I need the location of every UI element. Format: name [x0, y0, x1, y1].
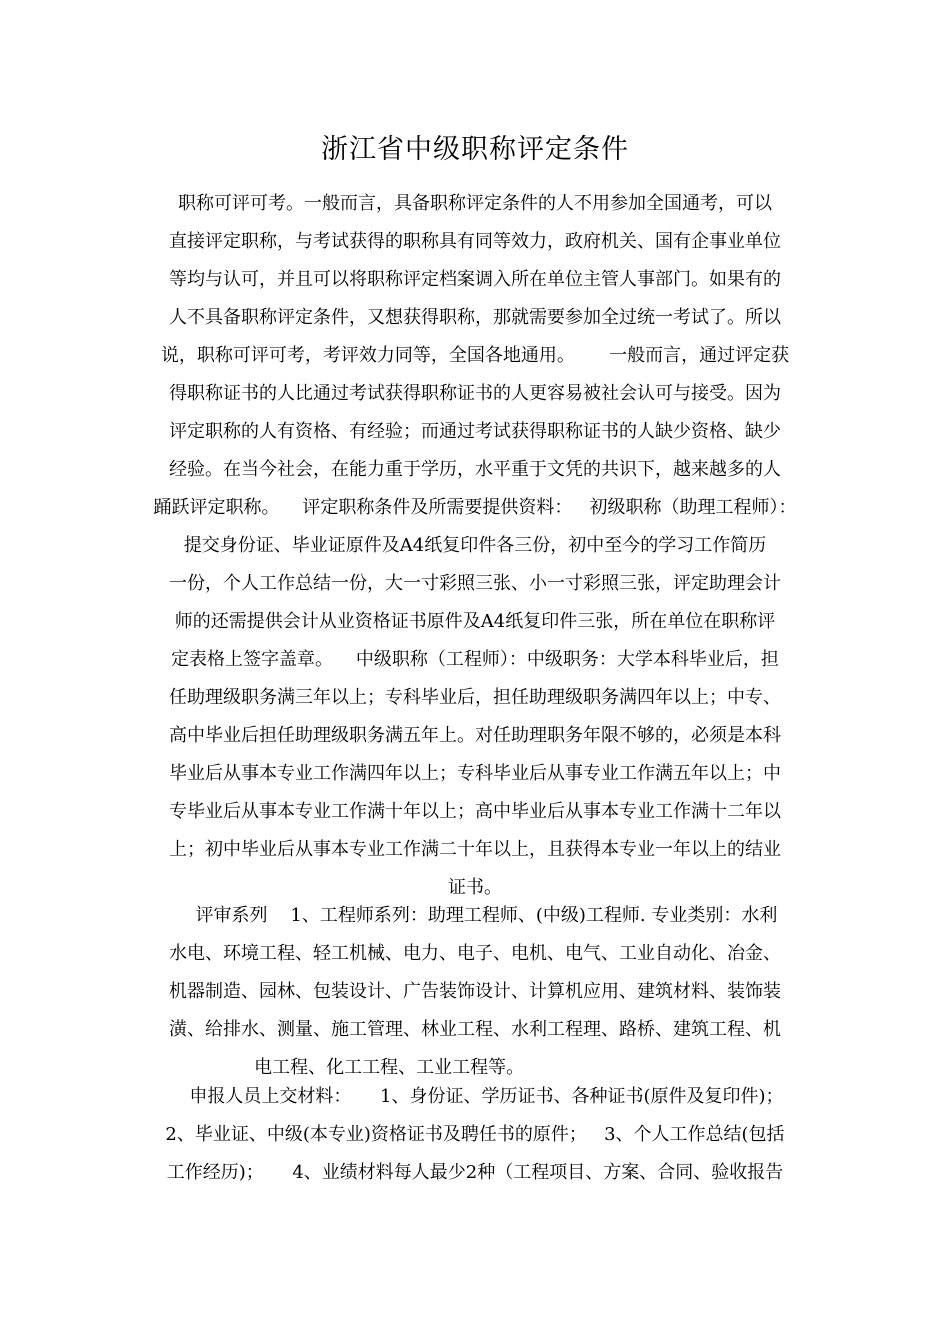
- text-line: 机器制造、园林、包装设计、广告装饰设计、计算机应用、建筑材料、装饰装: [169, 981, 781, 1002]
- text-line: 水电、环境工程、轻工机械、电力、电子、电机、电气、工业自动化、冶金、: [169, 943, 781, 964]
- paragraph-intro: [0, 185, 950, 907]
- text-line: 经验。在当今社会，在能力重于学历，水平重于文凭的共识下，越来越多的人: [169, 459, 781, 480]
- text-line: 专毕业后从事本专业工作满十年以上；高中毕业后从事本专业工作满十二年以: [169, 801, 781, 822]
- text-line: 得职称证书的人比通过考试获得职称证书的人更容易被社会认可与接受。因为: [169, 383, 781, 404]
- text-line: 工作经历)； 4、业绩材料每人最少2种（工程项目、方案、合同、验收报告: [166, 1162, 784, 1183]
- text-line: 说，职称可评可考，考评效力同等，全国各地通用。 一般而言，通过评定获: [160, 345, 790, 366]
- text-line: 评审系列 1、工程师系列：助理工程师、(中级)工程师. 专业类别：水利: [172, 905, 778, 926]
- paragraph-submission-materials: [0, 1078, 950, 1192]
- text-line: 任助理级职务满三年以上；专科毕业后，担任助理级职务满四年以上；中专、: [169, 687, 781, 708]
- text-line: 踊跃评定职称。 评定职称条件及所需要提供资料： 初级职称（助理工程师）：: [153, 497, 797, 518]
- text-line: 职称可评可考。一般而言，具备职称评定条件的人不用参加全国通考，可以: [178, 193, 772, 214]
- text-line: 上；初中毕业后从事本专业工作满二十年以上，且获得本专业一年以上的结业: [169, 839, 781, 860]
- text-line: 评定职称的人有资格、有经验；而通过考试获得职称证书的人缺少资格、缺少: [169, 421, 781, 442]
- text-line: 证书。: [448, 877, 502, 898]
- text-line: 高中毕业后担任助理级职务满五年上。对任助理职务年限不够的，必须是本科: [169, 725, 781, 746]
- text-line: 师的还需提供会计从业资格证书原件及A4纸复印件三张，所在单位在职称评: [174, 611, 776, 632]
- text-line: 电工程、化工工程、工业工程等。: [254, 1057, 696, 1078]
- text-line: 2、毕业证、中级(本专业)资格证书及聘任书的原件； 3、个人工作总结(包括: [165, 1124, 785, 1145]
- text-line: 等均与认可，并且可以将职称评定档案调入所在单位主管人事部门。如果有的: [169, 269, 781, 290]
- text-line: 潢、给排水、测量、施工管理、林业工程、水利工程理、路桥、建筑工程、机: [169, 1019, 781, 1040]
- paragraph-review-series: [0, 897, 950, 1087]
- text-line: 提交身份证、毕业证原件及A4纸复印件各三份，初中至今的学习工作简历: [183, 535, 767, 556]
- text-line: 人不具备职称评定条件，又想获得职称，那就需要参加全过统一考试了。所以: [169, 307, 781, 328]
- text-line: 毕业后从事本专业工作满四年以上；专科毕业后从事专业工作满五年以上；中: [169, 763, 781, 784]
- text-line: 定表格上签字盖章。 中级职称（工程师）：中级职务：大学本科毕业后，担: [171, 649, 779, 670]
- text-line: 一份，个人工作总结一份，大一寸彩照三张、小一寸彩照三张，评定助理会计: [169, 573, 781, 594]
- text-line: 直接评定职称，与考试获得的职称具有同等效力，政府机关、国有企事业单位: [169, 231, 781, 252]
- text-line: 申报人员上交材料： 1、身份证、学历证书、各种证书(原件及复印件)；: [166, 1086, 784, 1107]
- document-title: 浙江省中级职称评定条件: [321, 134, 629, 165]
